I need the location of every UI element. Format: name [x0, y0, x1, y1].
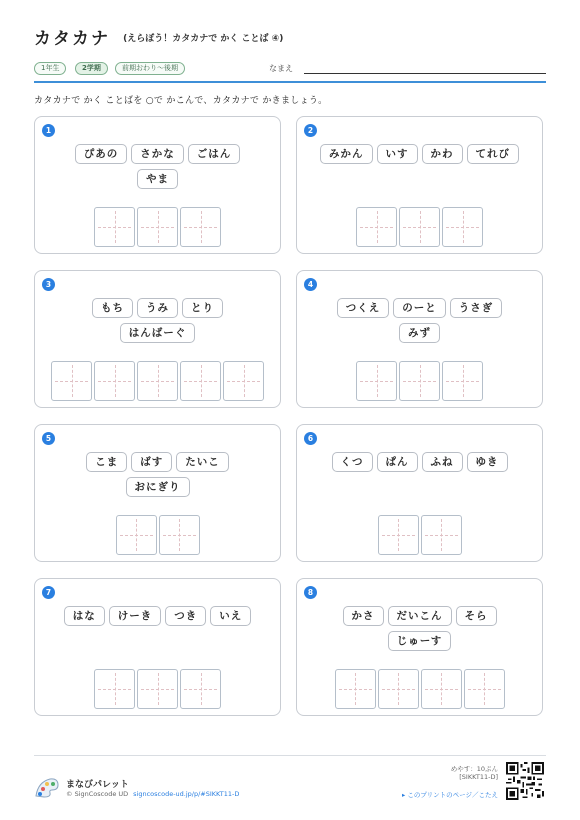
word-choice[interactable]: いえ	[210, 606, 251, 626]
question-number: 5	[42, 432, 55, 445]
answer-box[interactable]	[378, 669, 419, 709]
word-choice[interactable]: こま	[86, 452, 127, 472]
word-choice[interactable]: はな	[64, 606, 105, 626]
answer-box[interactable]	[94, 669, 135, 709]
name-label: なまえ	[269, 64, 293, 73]
word-choice-row	[297, 323, 542, 343]
copyright-line	[66, 790, 239, 798]
word-choice-row	[297, 606, 542, 626]
answer-page-link[interactable]: ▸ このプリントのページ／こたえ	[402, 791, 498, 799]
answer-box[interactable]	[116, 515, 157, 555]
grade-badge: 1年生	[34, 62, 66, 75]
word-choice[interactable]: つき	[165, 606, 206, 626]
exercise-card-4	[296, 270, 543, 408]
word-choice[interactable]: ぱん	[377, 452, 418, 472]
answer-boxes	[297, 515, 542, 555]
word-choice[interactable]: とり	[182, 298, 223, 318]
word-choice[interactable]: みかん	[320, 144, 373, 164]
answer-box[interactable]	[180, 361, 221, 401]
period-badge: 前期おわり〜後期	[115, 62, 185, 75]
word-choice[interactable]: のーと	[393, 298, 446, 318]
answer-box[interactable]	[442, 361, 483, 401]
word-choice-row	[297, 631, 542, 651]
word-choice[interactable]: つくえ	[337, 298, 390, 318]
word-choice[interactable]: はんばーぐ	[120, 323, 196, 343]
word-choice-row	[297, 144, 542, 164]
worksheet-header	[34, 24, 546, 49]
answer-box[interactable]	[180, 207, 221, 247]
worksheet-subtitle: (えらぼう！カタカナで かく ことば ④)	[123, 34, 284, 44]
word-choice-row	[297, 298, 542, 318]
answer-boxes	[297, 207, 542, 247]
worksheet-title: カタカナ	[34, 29, 110, 49]
word-choice[interactable]: けーき	[109, 606, 162, 626]
answer-boxes	[297, 669, 542, 709]
word-choice[interactable]: だいこん	[388, 606, 452, 626]
word-choice-row	[35, 477, 280, 497]
answer-boxes	[35, 515, 280, 555]
answer-box[interactable]	[442, 207, 483, 247]
question-number: 1	[42, 124, 55, 137]
word-choice[interactable]: みず	[399, 323, 440, 343]
answer-boxes	[35, 669, 280, 709]
answer-box[interactable]	[356, 361, 397, 401]
word-choice-row	[35, 298, 280, 318]
word-choice[interactable]: かわ	[422, 144, 463, 164]
word-choice-row	[297, 452, 542, 472]
word-choice[interactable]: うさぎ	[450, 298, 503, 318]
word-choice-row	[35, 169, 280, 189]
header-divider	[34, 81, 546, 83]
question-number: 8	[304, 586, 317, 599]
word-choice[interactable]: ばす	[131, 452, 172, 472]
word-choice[interactable]: じゅーす	[388, 631, 451, 651]
word-choice[interactable]: かさ	[343, 606, 384, 626]
word-choice-row	[35, 323, 280, 343]
name-field[interactable]	[304, 73, 546, 74]
answer-boxes	[35, 361, 280, 401]
answer-box[interactable]	[356, 207, 397, 247]
question-number: 3	[42, 278, 55, 291]
exercise-card-8	[296, 578, 543, 716]
word-choice[interactable]: ゆき	[467, 452, 508, 472]
answer-box[interactable]	[464, 669, 505, 709]
answer-box[interactable]	[137, 669, 178, 709]
brand-name: まなびパレット	[66, 780, 129, 790]
qr-code-icon[interactable]	[506, 762, 544, 800]
answer-box[interactable]	[421, 515, 462, 555]
word-choice[interactable]: やま	[137, 169, 178, 189]
word-choice-row	[35, 452, 280, 472]
meta-row	[34, 62, 546, 78]
word-choice[interactable]: ぴあの	[75, 144, 128, 164]
word-choice[interactable]: くつ	[332, 452, 373, 472]
word-choice[interactable]: ごはん	[188, 144, 241, 164]
question-number: 7	[42, 586, 55, 599]
word-choice[interactable]: いす	[377, 144, 418, 164]
word-choice[interactable]: うみ	[137, 298, 178, 318]
word-choice[interactable]: さかな	[131, 144, 184, 164]
word-choice[interactable]: ふね	[422, 452, 463, 472]
word-choice-row	[35, 606, 280, 626]
answer-box[interactable]	[51, 361, 92, 401]
exercise-card-1	[34, 116, 281, 254]
exercise-card-3	[34, 270, 281, 408]
word-choice[interactable]: てれび	[467, 144, 520, 164]
question-number: 2	[304, 124, 317, 137]
exercise-card-5	[34, 424, 281, 562]
answer-boxes	[35, 207, 280, 247]
time-estimate: めやす：10ぷん	[450, 765, 498, 773]
answer-box[interactable]	[421, 669, 462, 709]
worksheet-url-link[interactable]: signcoscode-ud.jp/p/#SIKKT11-D	[133, 790, 240, 798]
answer-box[interactable]	[137, 361, 178, 401]
exercise-card-6	[296, 424, 543, 562]
instruction-text: カタカナで かく ことばを ○で かこんで、カタカナで かきましょう。	[34, 96, 328, 106]
question-number: 4	[304, 278, 317, 291]
answer-box[interactable]	[399, 361, 440, 401]
answer-box[interactable]	[94, 361, 135, 401]
exercise-card-7	[34, 578, 281, 716]
word-choice[interactable]: もち	[92, 298, 133, 318]
answer-box[interactable]	[399, 207, 440, 247]
answer-box[interactable]	[180, 669, 221, 709]
question-number: 6	[304, 432, 317, 445]
word-choice[interactable]: そら	[456, 606, 497, 626]
answer-box[interactable]	[159, 515, 200, 555]
worksheet-code: [SIKKT11-D]	[459, 773, 498, 781]
word-choice[interactable]: たいこ	[176, 452, 229, 472]
term-badge: 2学期	[75, 62, 108, 75]
answer-box[interactable]	[94, 207, 135, 247]
exercise-card-2	[296, 116, 543, 254]
answer-box[interactable]	[223, 361, 264, 401]
word-choice-row	[35, 144, 280, 164]
answer-box[interactable]	[378, 515, 419, 555]
answer-box[interactable]	[335, 669, 376, 709]
word-choice[interactable]: おにぎり	[126, 477, 190, 497]
answer-boxes	[297, 361, 542, 401]
footer-divider	[34, 755, 546, 756]
answer-box[interactable]	[137, 207, 178, 247]
palette-logo-icon	[34, 776, 60, 798]
copyright-text: © SignCoscode UD	[66, 790, 129, 798]
